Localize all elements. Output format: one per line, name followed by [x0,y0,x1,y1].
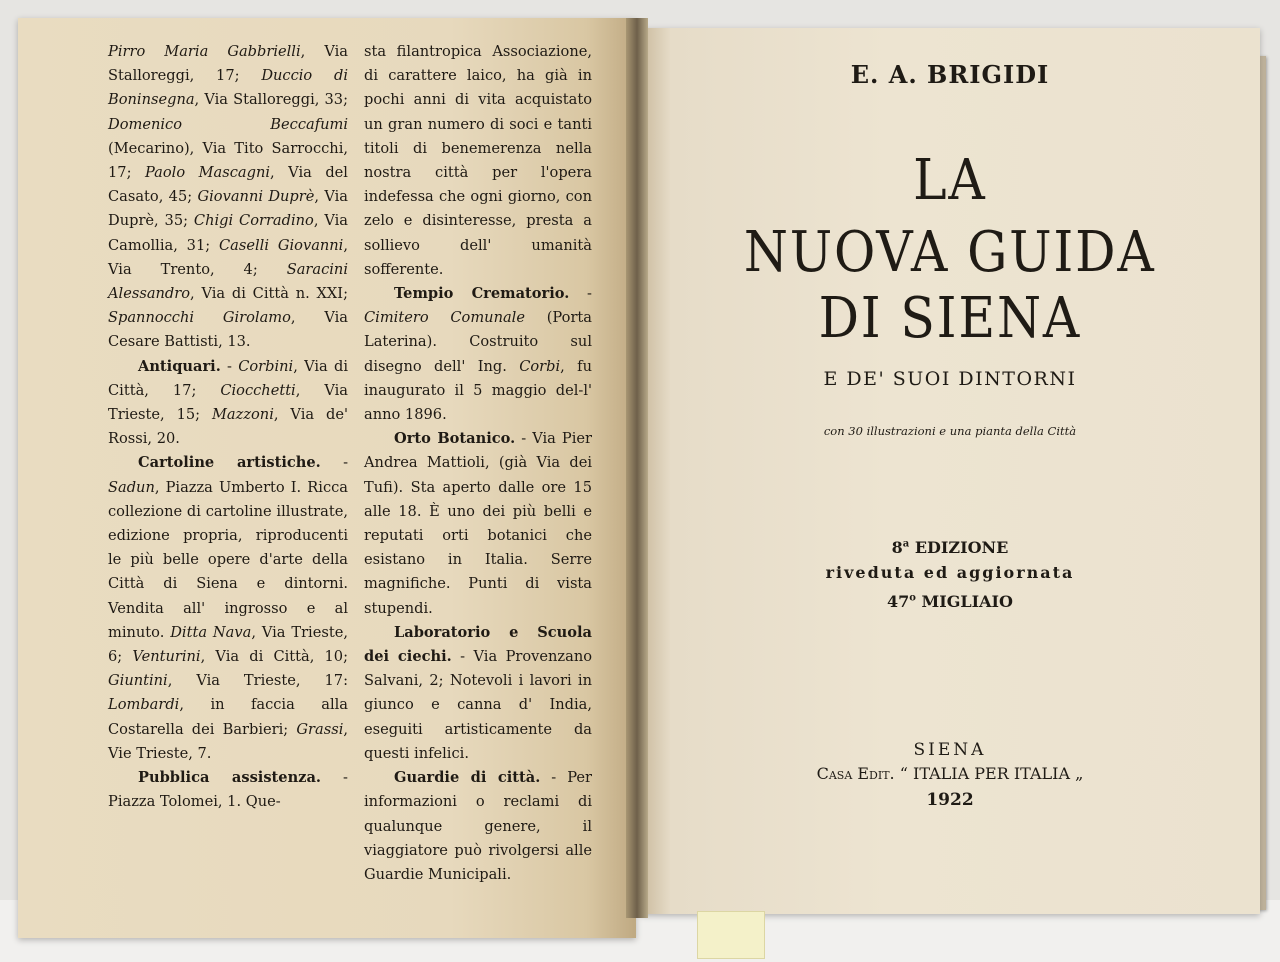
title-text-1: LA [913,148,987,213]
italic-name: Corbi [519,357,561,375]
publisher-line [640,764,1260,783]
title-line-3 [640,286,1260,351]
italic-name: Lombardi [108,696,180,714]
entry-heading: Antiquari. [138,357,221,375]
italic-name: Mazzoni [211,406,274,424]
text-run: (Mecarino), Via Tito Sarrocchi, 17; [108,139,348,182]
text-run: , in faccia alla Costarella dei Barbieri; [108,696,348,738]
italic-name: Spannocchi Girolamo [108,309,291,327]
left-column-2 [364,40,592,887]
left-column-1 [108,40,348,815]
edition-label: EDIZIONE [914,538,1009,557]
text-run: , Vie Trieste, 7. [108,720,348,762]
text-run: , Via del Casato, 45; [108,164,348,206]
subtitle: E DE' SUOI DINTORNI [823,368,1077,390]
edition-number: 8 [891,538,903,557]
publication-city: SIENA [913,740,987,760]
text-run: - [569,285,592,303]
publication-year: 1922 [926,790,974,810]
thousand-superscript: o [909,592,916,604]
title-line-2 [640,220,1260,285]
italic-name: Chigi Corradino [193,212,314,230]
italic-name: Venturini [132,648,201,666]
directory-entry [108,766,348,814]
directory-entry [108,355,348,452]
text-run: - Piazza Tolomei, 1. Que- [108,769,348,811]
italic-name: Pirro Maria Gabbrielli [108,43,301,60]
text-run: , Via di Città, 10; [200,648,349,666]
italic-name: Corbini [238,357,294,375]
text-run: , Via de' Rossi, 20. [108,406,348,448]
text-run: (Porta Laterina). Costruito sul disegno dell' Ing. [364,309,592,375]
entry-heading: Guardie di città. [394,769,541,787]
directory-entry [364,766,592,887]
italic-name: Caselli Giovanni [219,236,344,254]
text-run: , Piazza Umberto I. Ricca collezione di cartoline illustrate, edizione propria, riproducenti le più belle opere d'arte della Città di Siena e dintorni. Vendita all' ingrosso e al minuto. [108,478,348,641]
directory-entry [108,451,348,766]
directory-entry [364,282,592,427]
illustrations-note: con 30 illustrazioni e una pianta della Città [823,424,1077,438]
text-run: , Via Camollia, 31; [108,212,348,254]
entry-heading: Cartoline artistiche. [138,454,321,472]
text-run: , Via Duprè, 35; [108,188,348,230]
text-run: , Via Trieste, 6; [108,623,348,666]
revised-line: riveduta ed aggiornata [825,563,1075,582]
italic-name: Cimitero Comunale [364,309,525,327]
italic-name: Domenico Beccafumi [108,115,348,133]
title-text-3: DI SIENA [818,286,1082,351]
text-run: , Via Trieste, 15; [108,381,348,424]
italic-name: Ditta Nava [170,623,252,641]
text-run: - [220,357,239,375]
thousand-label: MIGLIAIO [921,592,1013,611]
directory-entry [364,427,592,621]
italic-name: Sadun [108,478,155,496]
italic-name: Giuntini [108,672,168,690]
italic-name: Giovanni Duprè [197,188,315,206]
publisher-name: “ ITALIA PER ITALIA „ [899,764,1084,783]
text-run: sta filantropica Associazione, di carattere laico, ha già in pochi anni di vita acquistato un gran numero di soci e tanti titoli di benemerenza nella nostra città per l'opera indefessa che ogni giorno, con zelo e disinteresse, presta a sollievo dell' umanità sofferente. [364,43,592,278]
directory-entry [364,621,592,766]
text-run: - Via Pier Andrea Mattioli, (già Via dei Tufi). Sta aperto dalle ore 15 alle 18. È uno dei più belli e reputati orti botanici che esistano in Italia. Serre magnifiche. Punti di vista stupendi. [364,430,592,617]
text-run: - [320,454,348,472]
author-name: E. A. BRIGIDI [850,60,1050,89]
title-line-1 [640,148,1260,213]
text-run: - Per informazioni o reclami di qualunque genere, il viaggiatore può rivolgersi alle Guardie Municipali. [364,769,592,883]
text-run: , Via di Città n. XXI; [190,285,348,303]
text-run: , Via Stalloreggi, 33; [194,91,348,109]
text-run: , Via di Città, 17; [108,357,348,399]
italic-name: Paolo Mascagni [145,164,271,182]
paragraph [364,40,592,282]
text-run: - Via Provenzano Salvani, 2; Notevoli i lavori in giunco e canna d' India, eseguiti artisticamente da questi infelici. [364,648,593,762]
edition-line [640,538,1260,557]
entry-heading: Laboratorio e Scuola dei ciechi. [364,623,592,666]
italic-name: Saracini Alessandro [108,260,348,303]
paragraph [108,40,348,355]
thousand-number: 47 [887,592,910,611]
entry-heading: Orto Botanico. [394,430,516,448]
thousand-line [640,592,1260,611]
italic-name: Duccio di Boninsegna [108,67,348,109]
publisher-prefix: Casa Edit. [816,764,895,783]
title-text-2: NUOVA GUIDA [744,220,1156,285]
entry-heading: Tempio Crematorio. [394,285,570,303]
bookmark-ribbon [697,911,765,959]
text-run: , fu inaugurato il 5 maggio del-l' anno 1896. [364,357,592,424]
text-run: , Via Cesare Battisti, 13. [108,309,348,351]
text-run: , Via Stalloreggi, 17; [108,43,348,85]
text-run: , Via Trieste, 17: [167,672,348,690]
italic-name: Ciocchetti [220,381,296,399]
text-run: , Via Trento, 4; [108,236,348,278]
entry-heading: Pubblica assistenza. [138,769,322,787]
edition-superscript: a [902,538,910,550]
italic-name: Grassi [296,720,344,738]
